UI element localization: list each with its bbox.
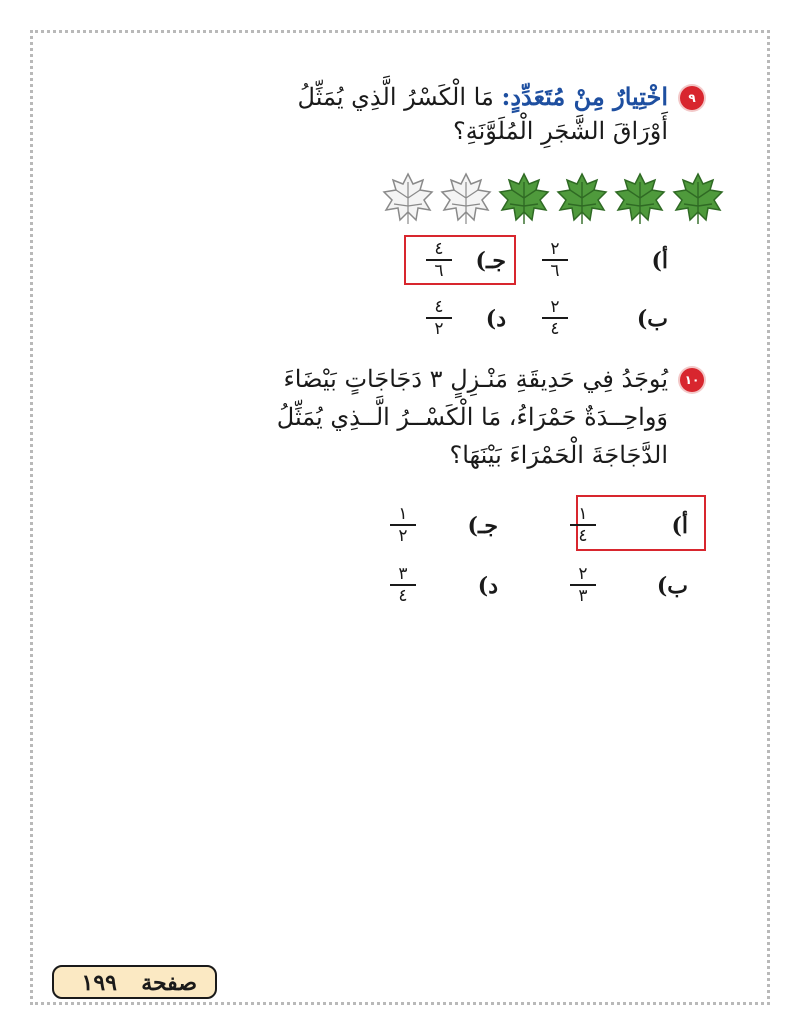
page-number: ١٩٩ <box>81 970 117 996</box>
question-10-option-c[interactable] <box>378 505 508 545</box>
option-letter: جـ) <box>467 513 498 539</box>
question-10-line-2: وَواحِــدَةٌ حَمْرَاءُ، مَا الْكَسْــرُ الَّــذِي يُمَثِّلُ <box>276 403 668 431</box>
uncolored-leaf-icon <box>380 170 436 226</box>
option-fraction: ١ ٤ <box>570 505 596 545</box>
option-fraction: ٣ ٤ <box>390 565 416 605</box>
question-10-number-badge: ١٠ <box>680 368 704 392</box>
option-fraction: ٢ ٤ <box>542 298 568 338</box>
question-9-option-a[interactable] <box>528 240 668 280</box>
question-9-keyword: اخْتِيارٌ مِنْ مُتَعَدِّدٍ: <box>501 82 668 111</box>
green-leaf-icon <box>554 170 610 226</box>
option-letter: أ) <box>671 513 688 539</box>
option-letter: د) <box>485 306 506 332</box>
question-9-option-c[interactable] <box>408 240 518 280</box>
question-10-line-1: يُوجَدُ فِي حَدِيقَةِ مَنْـزِلٍ ٣ دَجَاجَاتٍ بَيْضَاءَ <box>283 365 668 393</box>
question-9-option-b[interactable] <box>528 298 668 338</box>
page-number-label <box>52 965 217 999</box>
question-9-option-d[interactable] <box>408 298 518 338</box>
option-letter: ب) <box>656 573 688 599</box>
option-letter: أ) <box>651 248 668 274</box>
question-10-option-d[interactable] <box>378 565 508 605</box>
option-fraction: ٢ ٦ <box>542 240 568 280</box>
option-letter: جـ) <box>475 248 506 274</box>
question-10-option-a[interactable] <box>558 505 688 545</box>
question-9-line-2: أَوْرَاقَ الشَّجَرِ الْمُلَوَّنَةِ؟ <box>452 117 668 145</box>
option-fraction: ٢ ٣ <box>570 565 596 605</box>
question-9-text-1: مَا الْكَسْرُ الَّذِي يُمَثِّلُ <box>297 83 502 111</box>
green-leaf-icon <box>670 170 726 226</box>
page-word: صفحة <box>141 970 197 996</box>
question-10-option-b[interactable] <box>558 565 688 605</box>
green-leaf-icon <box>496 170 552 226</box>
green-leaf-icon <box>612 170 668 226</box>
option-letter: د) <box>477 573 498 599</box>
question-9-line-1 <box>298 82 668 112</box>
option-fraction: ٤ ٦ <box>426 240 452 280</box>
option-fraction: ٤ ٢ <box>426 298 452 338</box>
option-letter: ب) <box>636 306 668 332</box>
leaves-image <box>380 170 730 230</box>
question-9-number-badge: ٩ <box>680 86 704 110</box>
uncolored-leaf-icon <box>438 170 494 226</box>
question-10-line-3: الدَّجَاجَةَ الْحَمْرَاءَ بَيْنَهَا؟ <box>449 441 668 469</box>
option-fraction: ١ ٢ <box>390 505 416 545</box>
